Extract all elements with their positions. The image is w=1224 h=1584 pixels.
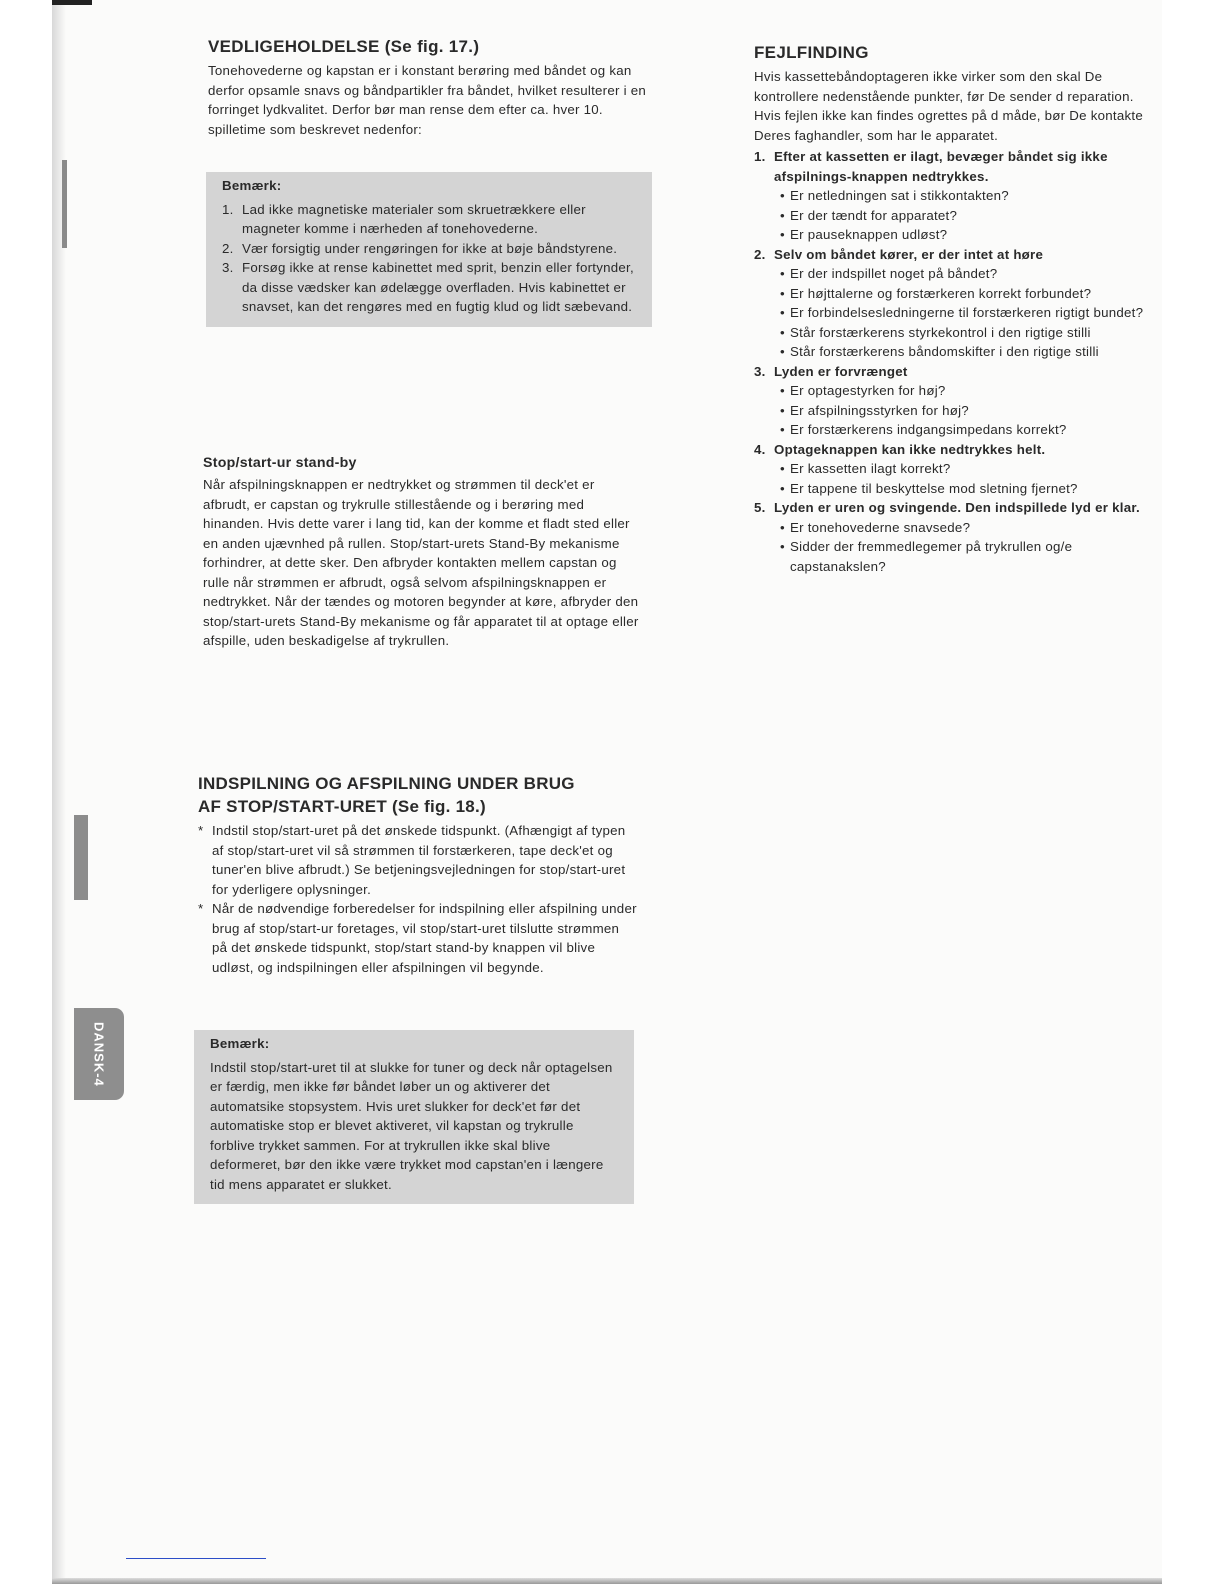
check-item: • Er tappene til beskyttelse mod sletning fjernet?	[780, 479, 1160, 499]
trouble-item: 4. Optageknappen kan ikke nedtrykkes helt. • Er kassetten ilagt korrekt? • Er tappene til beskyttelse mod sletning fjernet?	[754, 440, 1160, 499]
check-item: • Er kassetten ilagt korrekt?	[780, 459, 1160, 479]
note-item: 3. Forsøg ikke at rense kabinettet med sprit, benzin eller fortynder, da disse vædsker kan ødelægge overfladen. Hvis kabinettet er snavset, kan det rengøres med en fugtig klud og lidt sæbevand.	[222, 260, 634, 314]
language-page-tab	[74, 1008, 124, 1100]
maintenance-body: Tonehovederne og kapstan er i konstant berøring med båndet og kan derfor opsamle snavs og båndpartikler fra båndet, hvilket resulterer i en forringet lydkvalitet. Derfor bør man rense dem efter ca. hver 10. spilletime som beskrevet nedenfor:	[208, 63, 647, 137]
note-title: Bemærk:	[222, 178, 282, 193]
check-item: • Står forstærkerens styrkekontrol i den rigtige stilli	[780, 323, 1160, 343]
check-item: • Er der indspillet noget på båndet?	[780, 264, 1160, 284]
check-item: • Er der tændt for apparatet?	[780, 206, 1160, 226]
check-item: • Står forstærkerens båndomskifter i den rigtige stilli	[780, 342, 1160, 362]
page-tab-label: DANSK-4	[91, 1021, 107, 1087]
standby-title: Stop/start-ur stand-by	[203, 455, 357, 471]
maintenance-title: VEDLIGEHOLDELSE (Se fig. 17.)	[208, 37, 480, 56]
margin-marker	[62, 160, 67, 248]
scan-corner-mark	[52, 0, 92, 5]
check-item: • Er afspilningsstyrken for høj?	[780, 401, 1160, 421]
recording-note-box	[194, 1030, 634, 1204]
troubleshooting-section	[754, 42, 1160, 576]
scan-bottom-edge	[52, 1578, 1162, 1584]
standby-section	[203, 453, 645, 651]
note-item: 1. Lad ikke magnetiske materialer som skruetrækkere eller magneter komme i nærheden af tonehovederne.	[222, 201, 586, 236]
recording-title: INDSPILNING OG AFSPILNING UNDER BRUG AF STOP/START-URET (Se fig. 18.)	[198, 774, 575, 816]
note-title: Bemærk:	[210, 1036, 270, 1051]
trouble-item: 2. Selv om båndet kører, er der intet at høre • Er der indspillet noget på båndet? • Er højttalerne og forstærkeren korrekt forbundet? • Er forbindelsesledningerne til forstærkeren rigtigt bundet? • Står forstærkerens styrkekontrol i den rigtige stilli • Står forstærkerens båndomskifter i den rigtige stilli	[754, 245, 1160, 362]
check-item: • Er optagestyrken for høj?	[780, 381, 1160, 401]
trouble-item: 1. Efter at kassetten er ilagt, bevæger båndet sig ikke afspilnings-knappen nedtrykkes. • Er netledningen sat i stikkontakten? • Er der tændt for apparatet? • Er pauseknappen udløst?	[754, 147, 1160, 245]
recording-note-body: Indstil stop/start-uret til at slukke for tuner og deck når optagelsen er færdig, men ikke før båndet løber un og aktiverer det automatsike stopsystem. Hvis uret slukker for deck'et før det automatiske stop er blevet aktiveret, vil kapstan og trykrulle forblive trykket sammen. For at trykrullen ikke skal blive deformeret, bør den ikke være trykket mod capstan'en i længere tid mens apparatet er slukket.	[210, 1059, 613, 1192]
recording-section	[198, 772, 638, 977]
standby-body: Når afspilningsknappen er nedtrykket og strømmen til deck'et er afbrudt, er capstan og trykrulle stillestående og i berøring med hinanden. Hvis dette varer i lang tid, kan der komme et fladt sted eller en anden ujævnhed på rullen. Stop/start-urets Stand-By mekanisme forhindrer, at dette sker. Den afbryder kontakten mellem capstan og rulle når strømmen er afbrudt, også selvom afspilningsknappen er nedtrykket. Når der tændes og motoren begynder at køre, afbryder den stop/start-urets Stand-By mekanisme og får apparatet til at optage eller afspille, uden beskadigelse af trykrullen.	[203, 477, 639, 648]
check-item: • Er pauseknappen udløst?	[780, 225, 1160, 245]
recording-item: * Når de nødvendige forberedelser for indspilning eller afspilning under brug af stop/start-ur foretages, vil stop/start-uret tilslutte strømmen på det ønskede tidspunkt, stop/start stand-by knappen vil blive udløst, og indspilningen eller afspilningen vil begynde.	[198, 901, 637, 975]
maintenance-section	[208, 36, 652, 139]
trouble-item: 5. Lyden er uren og svingende. Den indspillede lyd er klar. • Er tonehovederne snavsede? • Sidder der fremmedlegemer på trykrullen og/e capstanakslen?	[754, 498, 1160, 576]
check-item: • Er forstærkerens indgangsimpedans korrekt?	[780, 420, 1160, 440]
check-item: • Sidder der fremmedlegemer på trykrullen og/e capstanakslen?	[780, 537, 1160, 576]
check-item: • Er tonehovederne snavsede?	[780, 518, 1160, 538]
check-item: • Er netledningen sat i stikkontakten?	[780, 186, 1160, 206]
recording-item: * Indstil stop/start-uret på det ønskede tidspunkt. (Afhængigt af typen af stop/start-uret vil så strømmen til forstærkeren, tape deck'et og tuner'en blive afbrudt.) Se betjeningsvejledningen for stop/start-uret for yderligere oplysninger.	[198, 823, 626, 897]
check-item: • Er højttalerne og forstærkeren korrekt forbundet?	[780, 284, 1160, 304]
maintenance-note-box	[206, 172, 652, 327]
check-item: • Er forbindelsesledningerne til forstærkeren rigtigt bundet?	[780, 303, 1160, 323]
margin-marker	[74, 815, 88, 900]
trouble-item: 3. Lyden er forvrænget • Er optagestyrken for høj? • Er afspilningsstyrken for høj? • Er forstærkerens indgangsimpedans korrekt?	[754, 362, 1160, 440]
troubleshooting-intro: Hvis kassettebåndoptageren ikke virker som den skal De kontrollere nedenstående punkter, før De sender d reparation. Hvis fejlen ikke kan findes ogrettes på d måde, bør De kontakte Deres faghandler, som har le apparatet.	[754, 69, 1143, 143]
note-item: 2. Vær forsigtig under rengøringen for ikke at bøje båndstyrene.	[222, 240, 618, 256]
footer-link-underline	[126, 1558, 266, 1559]
troubleshooting-title: FEJLFINDING	[754, 43, 869, 62]
